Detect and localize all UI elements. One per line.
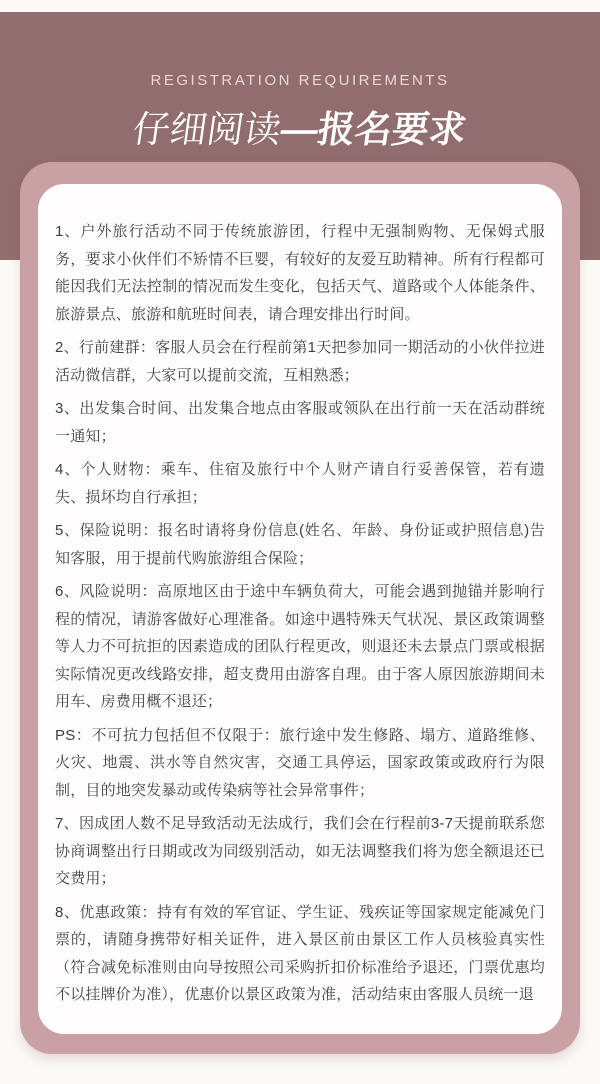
notice-paragraph: 5、保险说明：报名时请将身份信息(姓名、年龄、身份证或护照信息)告知客服，用于提前代购旅游组合保险； <box>55 522 545 567</box>
page-title <box>0 99 600 153</box>
notice-paragraph: 7、因成团人数不足导致活动无法成行，我们会在行程前3-7天提前联系您协商调整出行日期或改为同级别活动，如无法调整我们将为您全额退还已交费用； <box>55 815 545 887</box>
notice-paragraph: 8、优惠政策：持有有效的军官证、学生证、残疾证等国家规定能减免门票的，请随身携带好相关证件，进入景区前由景区工作人员核验真实性（符合减免标准则由向导按照公司采购折扣价标准给予退还，门票优惠均不以挂牌价为准），优惠价以景区政策为准，活动结束由客服人员统一退 <box>55 903 545 1003</box>
notice-card <box>38 184 562 1034</box>
notice-paragraph: 1、户外旅行活动不同于传统旅游团，行程中无强制购物、无保姆式服务，要求小伙伴们不矫情不巨婴，有较好的友爱互助精神。所有行程都可能因我们无法控制的情况而发生变化，包括天气、道路或个人体能条件、旅游景点、旅游和航班时间表，请合理安排出行时间。 <box>55 223 545 323</box>
eyebrow-text: REGISTRATION REQUIREMENTS <box>150 72 450 89</box>
notice-frame <box>20 162 580 1054</box>
notice-paragraph: PS：不可抗力包括但不仅限于：旅行途中发生修路、塌方、道路维修、火灾、地震、洪水等自然灾害，交通工具停运，国家政策或政府行为限制，目的地突发暴动或传染病等社会异常事件； <box>55 726 545 799</box>
notice-paragraph: 2、行前建群：客服人员会在行程前第1天把参加同一期活动的小伙伴拉进活动微信群，大家可以提前交流，互相熟悉； <box>55 339 545 384</box>
notice-paragraphs <box>55 218 545 1009</box>
page-title-light: 仔细阅读 <box>130 109 284 150</box>
notice-paragraph: 4、个人财物：乘车、住宿及旅行中个人财产请自行妥善保管，若有遗失、损坏均自行承担； <box>55 461 545 506</box>
page-title-bold: —报名要求 <box>278 109 469 150</box>
notice-paragraph: 6、风险说明：高原地区由于途中车辆负荷大，可能会遇到抛锚并影响行程的情况，请游客做好心理准备。如途中遇特殊天气状况、景区政策调整等人力不可抗拒的因素造成的团队行程更改，则退还未去景点门票或根据实际情况更改线路安排，超支费用由游客自理。由于客人原因旅游期间未用车、房费用概不退还； <box>55 583 545 710</box>
notice-paragraph: 3、出发集合时间、出发集合地点由客服或领队在出行前一天在活动群统一通知； <box>55 400 545 445</box>
